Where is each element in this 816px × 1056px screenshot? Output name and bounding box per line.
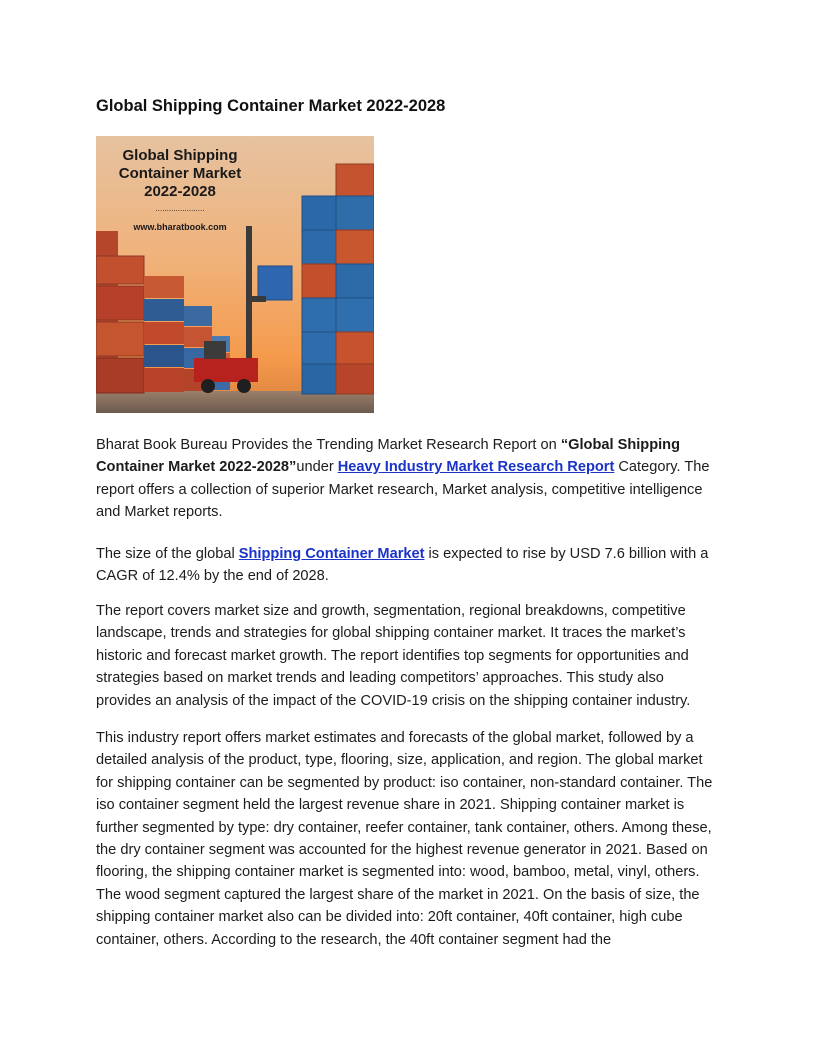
report-coverage-text: The report covers market size and growth, segmentation, regional breakdowns, competitive landscape, trends and strategies for global shipping container market. It traces the market’s historic and forecast market growth. The report identifies top segments for opportunities and strategies based on market trends and leading competitors’ approaches. This study also provides an analysis of the impact of the COVID-19 crisis on the shipping container industry. (96, 603, 691, 709)
cover-website: www.bharatbook.com (133, 222, 227, 232)
segmentation-paragraph (96, 727, 722, 951)
cover-headline-line2: Container Market (118, 165, 242, 182)
page-title: Global Shipping Container Market 2022-2028 (96, 97, 446, 115)
intro-text-after: Category. The report offers a collection of superior Market research, Market analysis, competitive intelligence and Market reports. (96, 459, 710, 521)
shipping-container-market-link[interactable]: Shipping Container Market (238, 546, 425, 562)
segmentation-text: This industry report offers market estimates and forecasts of the global market, followed by a detailed analysis of the product, type, flooring, size, application, and region. The global market for shipping container can be segmented by product: iso container, non-standard container. The iso container segment held the largest revenue share in 2021. Shipping container market is further segmented by type: dry container, reefer container, tank container, others. Among these, the dry container segment was accounted for the highest revenue generator in 2021. Based on flooring, the shipping container market is segmented into: wood, bamboo, metal, vinyl, others. The wood segment captured the largest share of the market in 2021. On the basis of size, the shipping container market also can be divided into: 20ft container, 40ft container, high cube container, others. According to the research, the 40ft container segment had the (96, 730, 713, 948)
market-size-text-after: is expected to rise by USD 7.6 billion with a CAGR of 12.4% by the end of 2028. (96, 546, 709, 585)
report-coverage-paragraph (96, 600, 722, 712)
right-container-stack (302, 164, 374, 394)
heavy-industry-link[interactable]: Heavy Industry Market Research Report (337, 459, 615, 476)
intro-paragraph (96, 434, 722, 524)
cover-image (96, 136, 374, 413)
market-size-text-before: The size of the global (96, 546, 239, 562)
intro-text-before: Bharat Book Bureau Provides the Trending Market Research Report on (96, 437, 561, 453)
cover-dots: ...................... (155, 204, 205, 213)
cover-headline-line1: Global Shipping (122, 147, 238, 164)
intro-bold-title: “Global Shipping Container Market 2022-2028” (96, 437, 681, 476)
cover-headline-line3: 2022-2028 (144, 183, 216, 200)
intro-text-under: under (296, 459, 338, 476)
market-size-paragraph (96, 543, 722, 588)
